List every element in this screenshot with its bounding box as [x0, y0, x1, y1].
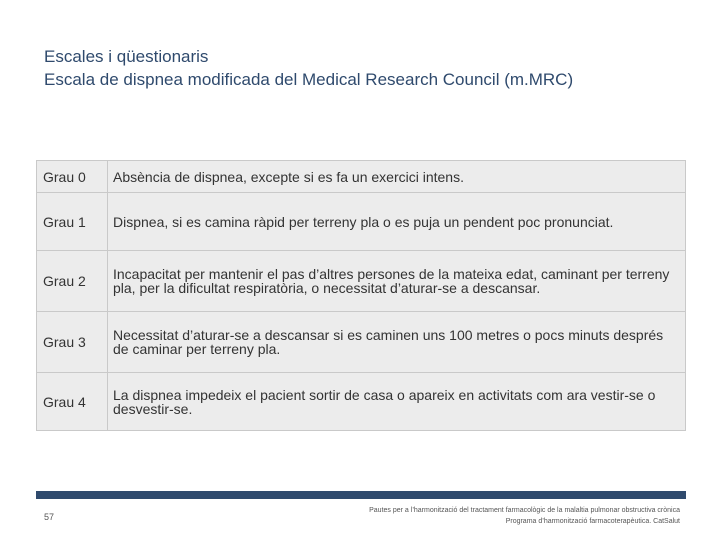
dyspnea-grade-table	[36, 160, 686, 431]
slide-title	[44, 45, 573, 91]
footer-credit-line-1: Pautes per a l’harmonització del tractament farmacològic de la malaltia pulmonar obstructiva crònica	[369, 507, 680, 514]
grade-description: Necessitat d’aturar-se a descansar si es caminen uns 100 metres o pocs minuts després de caminar per terreny pla.	[108, 312, 686, 373]
table-row	[37, 312, 686, 373]
grade-label: Grau 2	[37, 251, 108, 312]
grade-description: Incapacitat per mantenir el pas d’altres persones de la mateixa edat, caminant per terreny pla, per la dificultat respiratòria, o necessitat d’aturar-se a descansar.	[108, 251, 686, 312]
footer-divider-bar	[36, 491, 686, 499]
title-line-1: Escales i qüestionaris	[44, 47, 209, 66]
grade-label: Grau 3	[37, 312, 108, 373]
grade-label: Grau 1	[37, 193, 108, 251]
grade-label: Grau 4	[37, 373, 108, 431]
grade-description: Absència de dispnea, excepte si es fa un exercici intens.	[108, 161, 686, 193]
page-number: 57	[44, 512, 55, 522]
table-row	[37, 251, 686, 312]
title-line-2: Escala de dispnea modificada del Medical Research Council (m.MRC)	[44, 70, 574, 89]
table-row	[37, 161, 686, 193]
grade-label: Grau 0	[37, 161, 108, 193]
table-row	[37, 373, 686, 431]
grade-description: Dispnea, si es camina ràpid per terreny pla o es puja un pendent poc pronunciat.	[108, 193, 686, 251]
footer-credit	[369, 505, 680, 527]
grade-description: La dispnea impedeix el pacient sortir de casa o apareix en activitats com ara vestir-se o desvestir-se.	[108, 373, 686, 431]
footer-credit-line-2: Programa d’harmonització farmacoterapèutica. CatSalut	[505, 518, 680, 525]
table-row	[37, 193, 686, 251]
